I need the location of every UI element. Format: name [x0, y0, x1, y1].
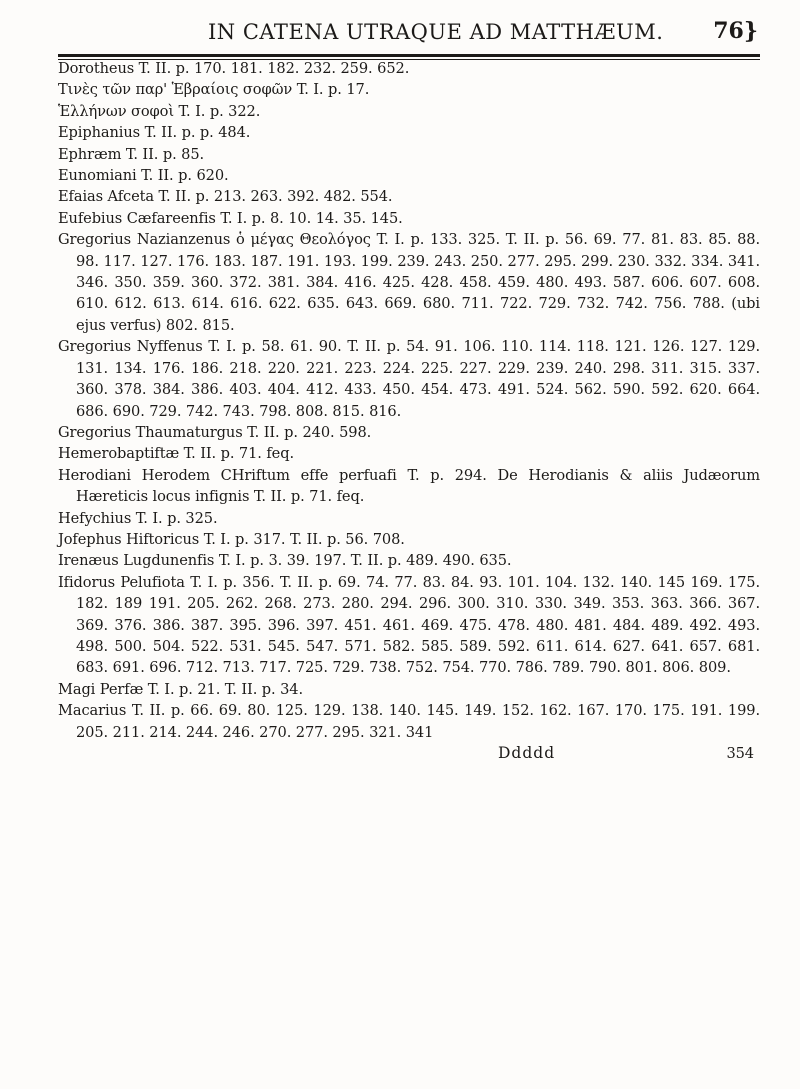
index-entry-dorotheus: Dorotheus T. II. p. 170. 181. 182. 232. 259. 652.	[58, 60, 410, 77]
index-entry-eusebius: Eufebius Cæfareenfis T. I. p. 8. 10. 14. 35. 145.	[58, 209, 403, 227]
signature-mark: Ddddd	[498, 744, 556, 762]
index-entry-ephraem: Ephræm T. II. p. 85.	[58, 145, 205, 163]
running-head	[58, 18, 758, 58]
index-entry-gregorius-thaumaturgus: Gregorius Thaumaturgus T. II. p. 240. 598.	[58, 423, 372, 441]
index-entry-greek-sages: Ἑλλήνων σοφοὶ T. I. p. 322.	[58, 102, 261, 120]
index-entry-epiphanius: Epiphanius T. II. p. p. 484.	[58, 124, 251, 142]
index-entry-macarius: Macarius T. II. p. 66. 69. 80. 125. 129. 138. 140. 145. 149. 152. 162. 167. 170. 175. 191. 199. 205. 211. 214. 244. 246. 270. 277. 295. 321. 341	[58, 702, 760, 741]
index-entry-eunomiani: Eunomiani T. II. p. 620.	[58, 167, 229, 185]
index-entry-gregorius-nyssenus: Gregorius Nyffenus T. I. p. 58. 61. 90. T. II. p. 54. 91. 106. 110. 114. 118. 121. 126. 127. 129. 131. 134. 176. 186. 218. 220. 221. 223. 224. 225. 227. 229. 239. 240. 298. 311. 315. 337. 360. 378. 384. 386. 403. 404. 412. 433. 450. 454. 473. 491. 524. 562. 590. 592. 620. 664. 686. 690. 729. 742. 743. 798. 808. 815. 816.	[58, 338, 760, 420]
index-entry-hebrew-sages: Τινὲς τῶν παρ' Ἑβραίοις σοφῶν T. I. p. 17.	[58, 81, 370, 99]
index-entry-magi: Magi Perfæ T. I. p. 21. T. II. p. 34.	[58, 680, 304, 698]
page-number: 76}	[713, 18, 758, 44]
running-head-title: IN CATENA UTRAQUE AD MATTHÆUM.	[208, 20, 664, 44]
index-entry-esaias: Efaias Afceta T. II. p. 213. 263. 392. 482. 554.	[58, 188, 393, 206]
index-entry-hemerobaptistae: Hemerobaptiftæ T. II. p. 71. feq.	[58, 445, 294, 463]
author-index	[58, 58, 760, 764]
footer-line	[58, 743, 760, 764]
index-entry-josephus: Jofephus Hiftoricus T. I. p. 317. T. II. p. 56. 708.	[58, 530, 405, 548]
catchword: 354	[726, 745, 754, 762]
index-entry-herodiani: Herodiani Herodem CHriftum effe perfuafi T. p. 294. De Herodianis & aliis Judæorum Hæreticis locus infignis T. II. p. 71. feq.	[58, 466, 760, 506]
index-entry-gregorius-nazianzenus: Gregorius Nazianzenus ὁ μέγας Θεολόγος T. I. p. 133. 325. T. II. p. 56. 69. 77. 81. 83. 85. 88. 98. 117. 127. 176. 183. 187. 191. 193. 199. 239. 243. 250. 277. 295. 299. 230. 332. 334. 341. 346. 350. 359. 360. 372. 381. 384. 416. 425. 428. 458. 459. 480. 493. 587. 606. 607. 608. 610. 612. 613. 614. 616. 622. 635. 643. 669. 680. 711. 722. 729. 732. 742. 756. 788. (ubi ejus verfus) 802. 815.	[58, 231, 760, 334]
header-rule-thick	[58, 54, 760, 57]
index-entry-isidorus: Ifidorus Pelufiota T. I. p. 356. T. II. p. 69. 74. 77. 83. 84. 93. 101. 104. 132. 140. 145 169. 175. 182. 189 191. 205. 262. 268. 273. 280. 294. 296. 300. 310. 330. 349. 353. 363. 366. 367. 369. 376. 386. 387. 395. 396. 397. 451. 461. 469. 475. 478. 480. 481. 484. 489. 492. 493. 498. 500. 504. 522. 531. 545. 547. 571. 582. 585. 589. 592. 611. 614. 627. 641. 657. 681. 683. 691. 696. 712. 713. 717. 725. 729. 738. 752. 754. 770. 786. 789. 790. 801. 806. 809.	[58, 573, 760, 677]
index-entry-irenaeus: Irenæus Lugdunenfis T. I. p. 3. 39. 197. T. II. p. 489. 490. 635.	[58, 552, 512, 570]
index-entry-hesychius: Hefychius T. I. p. 325.	[58, 509, 218, 527]
